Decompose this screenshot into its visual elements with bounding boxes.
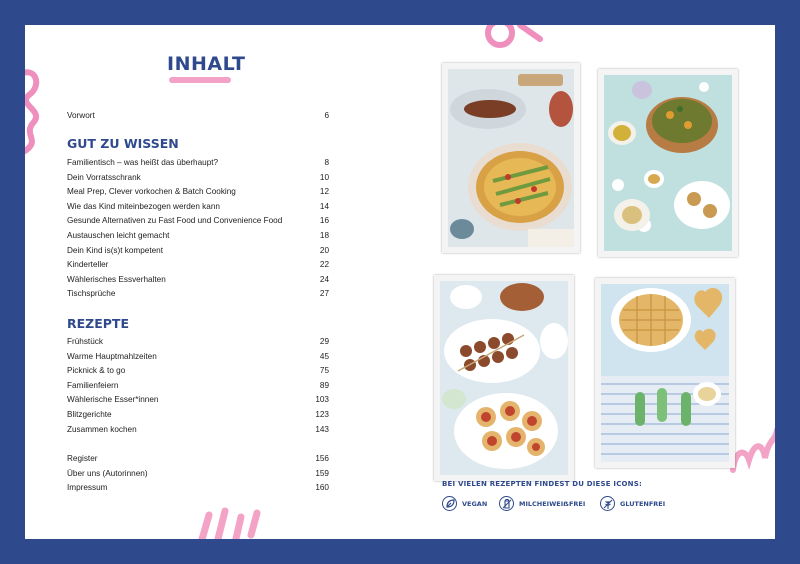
toc-entry-label: Register <box>67 454 98 463</box>
toc-entry-page: 16 <box>319 216 329 226</box>
toc-entry-page: 103 <box>315 395 329 405</box>
toc-entry[interactable] <box>67 352 329 365</box>
toc-entry-page: 159 <box>315 468 329 478</box>
toc-entry-label: Dein Vorratsschrank <box>67 172 141 182</box>
toc-entry-label: Meal Prep, Clever vorkochen & Batch Cooking <box>67 187 236 197</box>
brush-stroke-decoration <box>480 25 550 55</box>
toc-entry-label: Impressum <box>67 483 108 493</box>
food-photo-skewers <box>434 275 574 481</box>
toc-entry-page: 45 <box>319 351 329 361</box>
toc-entry[interactable] <box>67 289 329 302</box>
toc-entry-page: 156 <box>315 454 329 463</box>
toc-entry[interactable] <box>67 187 329 200</box>
toc-entry-label: Wie das Kind miteinbezogen werden kann <box>67 201 220 211</box>
toc-entry[interactable] <box>67 173 329 186</box>
toc-entry-page: 27 <box>319 289 329 299</box>
toc-entry-label: Wählerisches Essverhalten <box>67 274 166 284</box>
toc-entry[interactable] <box>67 275 329 288</box>
toc-entry-page: 10 <box>319 172 329 182</box>
legend-item-label: MILCHEIWEIẞFREI <box>519 500 586 508</box>
toc-entry-label: Blitzgerichte <box>67 410 112 419</box>
toc-entry[interactable] <box>67 395 329 408</box>
toc-entry-page: 29 <box>319 337 329 346</box>
food-photo-waffles <box>595 278 735 468</box>
toc-entry[interactable] <box>67 158 329 171</box>
toc-entry[interactable] <box>67 202 329 215</box>
toc-entry-label: Austauschen leicht gemacht <box>67 231 170 240</box>
toc-entry[interactable] <box>67 111 329 124</box>
section-heading: REZEPTE <box>67 316 129 331</box>
toc-entry[interactable] <box>67 410 329 423</box>
brush-stroke-decoration <box>25 65 55 155</box>
toc-entry-label: Picknick & to go <box>67 366 126 376</box>
legend-item-label: VEGAN <box>462 500 488 508</box>
toc-entry-page: 18 <box>319 231 329 240</box>
toc-entry-page: 123 <box>315 410 329 419</box>
toc-entry-page: 160 <box>315 483 329 493</box>
toc-entry[interactable] <box>67 260 329 273</box>
toc-entry[interactable] <box>67 454 329 467</box>
food-photo-vegetable-bowl <box>598 69 738 257</box>
toc-entry-label: Frühstück <box>67 337 103 346</box>
toc-entry[interactable] <box>67 231 329 244</box>
toc-entry-label: Familienfeiern <box>67 380 119 390</box>
toc-entry[interactable] <box>67 337 329 350</box>
food-photo-quiche <box>442 63 580 253</box>
toc-entry-page: 89 <box>319 380 329 390</box>
toc-entry[interactable] <box>67 483 329 496</box>
toc-entry-label: Tischsprüche <box>67 289 116 299</box>
toc-entry-page: 8 <box>324 158 329 167</box>
toc-entry[interactable] <box>67 381 329 394</box>
toc-entry-label: Kinderteller <box>67 260 109 270</box>
toc-entry-label: Gesunde Alternativen zu Fast Food und Convenience Food <box>67 216 283 226</box>
dairy-free-icon <box>499 496 514 511</box>
page-title: INHALT <box>167 53 246 75</box>
toc-entry-page: 20 <box>319 245 329 255</box>
toc-entry[interactable] <box>67 425 329 438</box>
toc-entry-page: 75 <box>319 366 329 376</box>
legend-item-label: GLUTENFREI <box>620 500 666 508</box>
brush-stroke-decoration <box>195 495 265 539</box>
toc-entry-label: Wählerische Esser*innen <box>67 395 159 405</box>
vegan-leaf-icon <box>442 496 457 511</box>
toc-entry-page: 22 <box>319 260 329 270</box>
toc-entry-label: Dein Kind is(s)t kompetent <box>67 245 164 255</box>
section-heading: GUT ZU WISSEN <box>67 136 179 151</box>
toc-entry-label: Warme Hauptmahlzeiten <box>67 351 157 361</box>
toc-entry-label: Über uns (Autorinnen) <box>67 468 148 478</box>
toc-entry[interactable] <box>67 366 329 379</box>
toc-entry-label: Vorwort <box>67 111 95 120</box>
title-underline-brush <box>169 77 231 83</box>
toc-entry-page: 14 <box>319 201 329 211</box>
toc-entry[interactable] <box>67 246 329 259</box>
toc-entry-page: 24 <box>319 274 329 284</box>
toc-entry-page: 12 <box>319 187 329 197</box>
toc-entry-label: Familientisch – was heißt das überhaupt? <box>67 158 219 167</box>
toc-entry[interactable] <box>67 469 329 482</box>
toc-entry-label: Zusammen kochen <box>67 424 137 434</box>
book-page <box>25 25 775 539</box>
gluten-free-icon <box>600 496 615 511</box>
toc-entry[interactable] <box>67 216 329 229</box>
toc-entry-page: 143 <box>315 424 329 434</box>
toc-entry-page: 6 <box>324 111 329 120</box>
icons-legend-title: BEI VIELEN REZEPTEN FINDEST DU DIESE ICONS: <box>442 480 642 488</box>
